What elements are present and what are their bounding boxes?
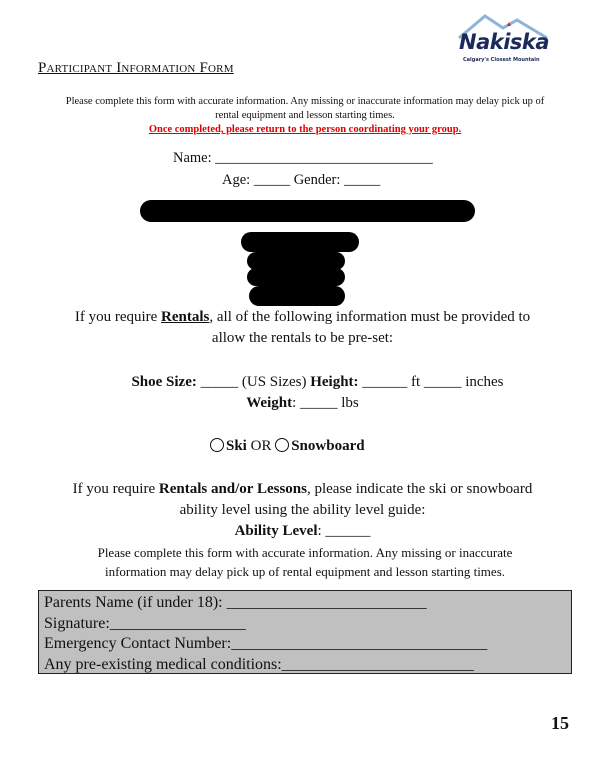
redaction-mark [247,268,345,286]
accuracy-note: Please complete this form with accurate information. Any missing or inaccurate information may delay pick up of rental equipment and lesson starting times. [97,545,513,579]
weight-label: Weight [246,395,293,411]
name-label: Name: [173,150,212,166]
age-label: Age: [222,172,251,188]
nakiska-logo [455,12,555,72]
age-gender-row [222,172,380,189]
height-label: Height: [310,374,359,390]
logo-tagline: Calgary's Closest Mountain [463,57,540,63]
page-number: 15 [551,713,569,733]
snowboard-radio[interactable] [275,438,289,452]
redaction-mark [249,286,345,306]
intro-line-2: rental equipment and lesson starting times. [215,110,395,121]
weight-blank[interactable]: _____ [300,395,338,411]
height-ft-blank[interactable]: ______ [362,374,408,390]
intro-text [30,95,580,137]
shoe-size-label: Shoe Size: [131,374,197,390]
age-blank[interactable]: _____ [253,172,291,188]
return-instruction: Once completed, please return to the person coordinating your group. [148,124,462,135]
form-title: Participant Information Form [38,60,234,76]
logo-wordmark: Nakiska [459,30,550,54]
signature-blank[interactable]: _________________ [109,614,246,632]
gender-blank[interactable]: _____ [344,172,381,188]
ability-level-blank[interactable]: ______ [325,523,371,539]
rentals-instructions: If you require Rentals, all of the following information must be provided to allow the rentals to be pre-set: [74,309,531,346]
redaction-mark [241,232,359,252]
medical-conditions-blank[interactable]: ________________________ [281,655,474,673]
ability-level-label: Ability Level [234,523,318,539]
ski-snowboard-choice: Ski OR Snowboard [210,436,365,457]
rentals-emphasis: Rentals [161,309,210,325]
name-field[interactable] [173,150,433,167]
lessons-instructions: If you require Rentals and/or Lessons, please indicate the ski or snowboard ability level using the ability level guide: Ability Level: ______ [72,481,533,539]
name-blank[interactable]: ______________________________ [215,150,433,166]
ski-label: Ski [226,438,247,454]
height-in-blank[interactable]: _____ [423,374,462,390]
shoe-size-blank[interactable]: _____ [200,374,239,390]
gender-label: Gender: [293,172,341,188]
rental-measurements: Shoe Size: _____ (US Sizes) Height: ______ ft _____ inches Weight: _____ lbs [131,374,504,411]
redaction-mark [140,200,475,222]
intro-line-1: Please complete this form with accurate information. Any missing or inaccurate information may delay pick up of [65,96,545,107]
parent-info-box: Parents Name (if under 18): _________________________ Signature:_________________ Emergency Contact Number:________________________________ Any pre-existing medical conditions:________________________ [38,590,572,674]
snowboard-label: Snowboard [291,438,365,454]
parent-name-blank[interactable]: _________________________ [226,594,427,611]
emergency-contact-blank[interactable]: ________________________________ [231,635,488,652]
ski-radio[interactable] [210,438,224,452]
